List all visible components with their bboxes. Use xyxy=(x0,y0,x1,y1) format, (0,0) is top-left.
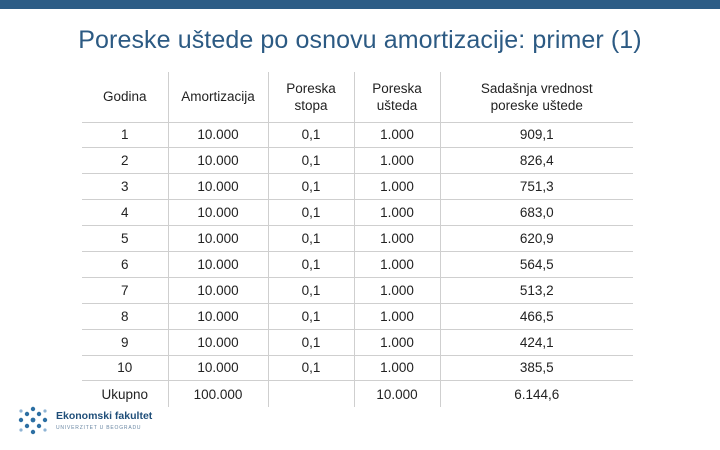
table-cell: 1.000 xyxy=(354,355,440,381)
table-cell: 10 xyxy=(82,355,168,381)
header-poreska-stopa: Poreska stopa xyxy=(268,72,354,122)
table-row xyxy=(82,148,633,174)
table-cell: 6 xyxy=(82,251,168,277)
table-cell: 1.000 xyxy=(354,303,440,329)
table-cell: 10.000 xyxy=(168,174,268,200)
table-cell: 1.000 xyxy=(354,251,440,277)
table-cell: 385,5 xyxy=(440,355,633,381)
table-total-row xyxy=(82,381,633,407)
table-cell: 0,1 xyxy=(268,251,354,277)
table-row xyxy=(82,251,633,277)
table-cell: Ukupno xyxy=(82,381,168,407)
table-row xyxy=(82,355,633,381)
table-header-row xyxy=(82,72,633,122)
table-cell: 6.144,6 xyxy=(440,381,633,407)
table-cell: 1.000 xyxy=(354,200,440,226)
table-cell: 0,1 xyxy=(268,277,354,303)
table-row xyxy=(82,303,633,329)
table-cell: 10.000 xyxy=(168,226,268,252)
table-cell: 10.000 xyxy=(168,303,268,329)
table-cell: 0,1 xyxy=(268,226,354,252)
table-cell: 4 xyxy=(82,200,168,226)
table-cell: 10.000 xyxy=(168,355,268,381)
table-row xyxy=(82,277,633,303)
table-cell: 0,1 xyxy=(268,148,354,174)
table-cell: 100.000 xyxy=(168,381,268,407)
table-cell: 10.000 xyxy=(354,381,440,407)
table-cell: 564,5 xyxy=(440,251,633,277)
table-row xyxy=(82,122,633,148)
header-amortizacija: Amortizacija xyxy=(168,72,268,122)
table-cell: 466,5 xyxy=(440,303,633,329)
table-cell: 3 xyxy=(82,174,168,200)
table-cell: 1.000 xyxy=(354,148,440,174)
table-cell: 9 xyxy=(82,329,168,355)
table-cell: 7 xyxy=(82,277,168,303)
table-cell: 0,1 xyxy=(268,174,354,200)
logo-subtitle: UNIVERZITET U BEOGRADU xyxy=(56,425,142,431)
table-cell: 10.000 xyxy=(168,277,268,303)
table-cell: 10.000 xyxy=(168,200,268,226)
table-cell xyxy=(268,381,354,407)
table-cell: 10.000 xyxy=(168,251,268,277)
table-cell: 1.000 xyxy=(354,122,440,148)
table-row xyxy=(82,200,633,226)
table-cell: 10.000 xyxy=(168,122,268,148)
table-cell: 1.000 xyxy=(354,329,440,355)
table-cell: 1.000 xyxy=(354,174,440,200)
table-cell: 2 xyxy=(82,148,168,174)
table-body xyxy=(82,122,633,407)
table-cell: 0,1 xyxy=(268,200,354,226)
table-cell: 10.000 xyxy=(168,148,268,174)
table-row xyxy=(82,174,633,200)
table-cell: 424,1 xyxy=(440,329,633,355)
table-cell: 683,0 xyxy=(440,200,633,226)
header-godina: Godina xyxy=(82,72,168,122)
faculty-logo xyxy=(16,406,156,438)
table-cell: 1.000 xyxy=(354,277,440,303)
table-cell: 620,9 xyxy=(440,226,633,252)
table-cell: 0,1 xyxy=(268,122,354,148)
table-cell: 0,1 xyxy=(268,303,354,329)
depreciation-tax-savings-table xyxy=(82,72,633,407)
table-cell: 10.000 xyxy=(168,329,268,355)
table-cell: 8 xyxy=(82,303,168,329)
table-cell: 5 xyxy=(82,226,168,252)
faculty-logo-icon xyxy=(16,406,50,438)
table-cell: 0,1 xyxy=(268,355,354,381)
table-cell: 0,1 xyxy=(268,329,354,355)
table-cell: 751,3 xyxy=(440,174,633,200)
logo-name: Ekonomski fakultet xyxy=(56,410,153,422)
table-cell: 909,1 xyxy=(440,122,633,148)
slide-title: Poreske uštede po osnovu amortizacije: primer (1) xyxy=(78,26,642,54)
header-sadasnja-vrednost: Sadašnja vrednost poreske uštede xyxy=(440,72,633,122)
table-cell: 1.000 xyxy=(354,226,440,252)
top-accent-bar xyxy=(0,0,720,9)
table-cell: 826,4 xyxy=(440,148,633,174)
table-row xyxy=(82,226,633,252)
table-cell: 1 xyxy=(82,122,168,148)
table-row xyxy=(82,329,633,355)
header-poreska-usteda: Poreska ušteda xyxy=(354,72,440,122)
table-cell: 513,2 xyxy=(440,277,633,303)
